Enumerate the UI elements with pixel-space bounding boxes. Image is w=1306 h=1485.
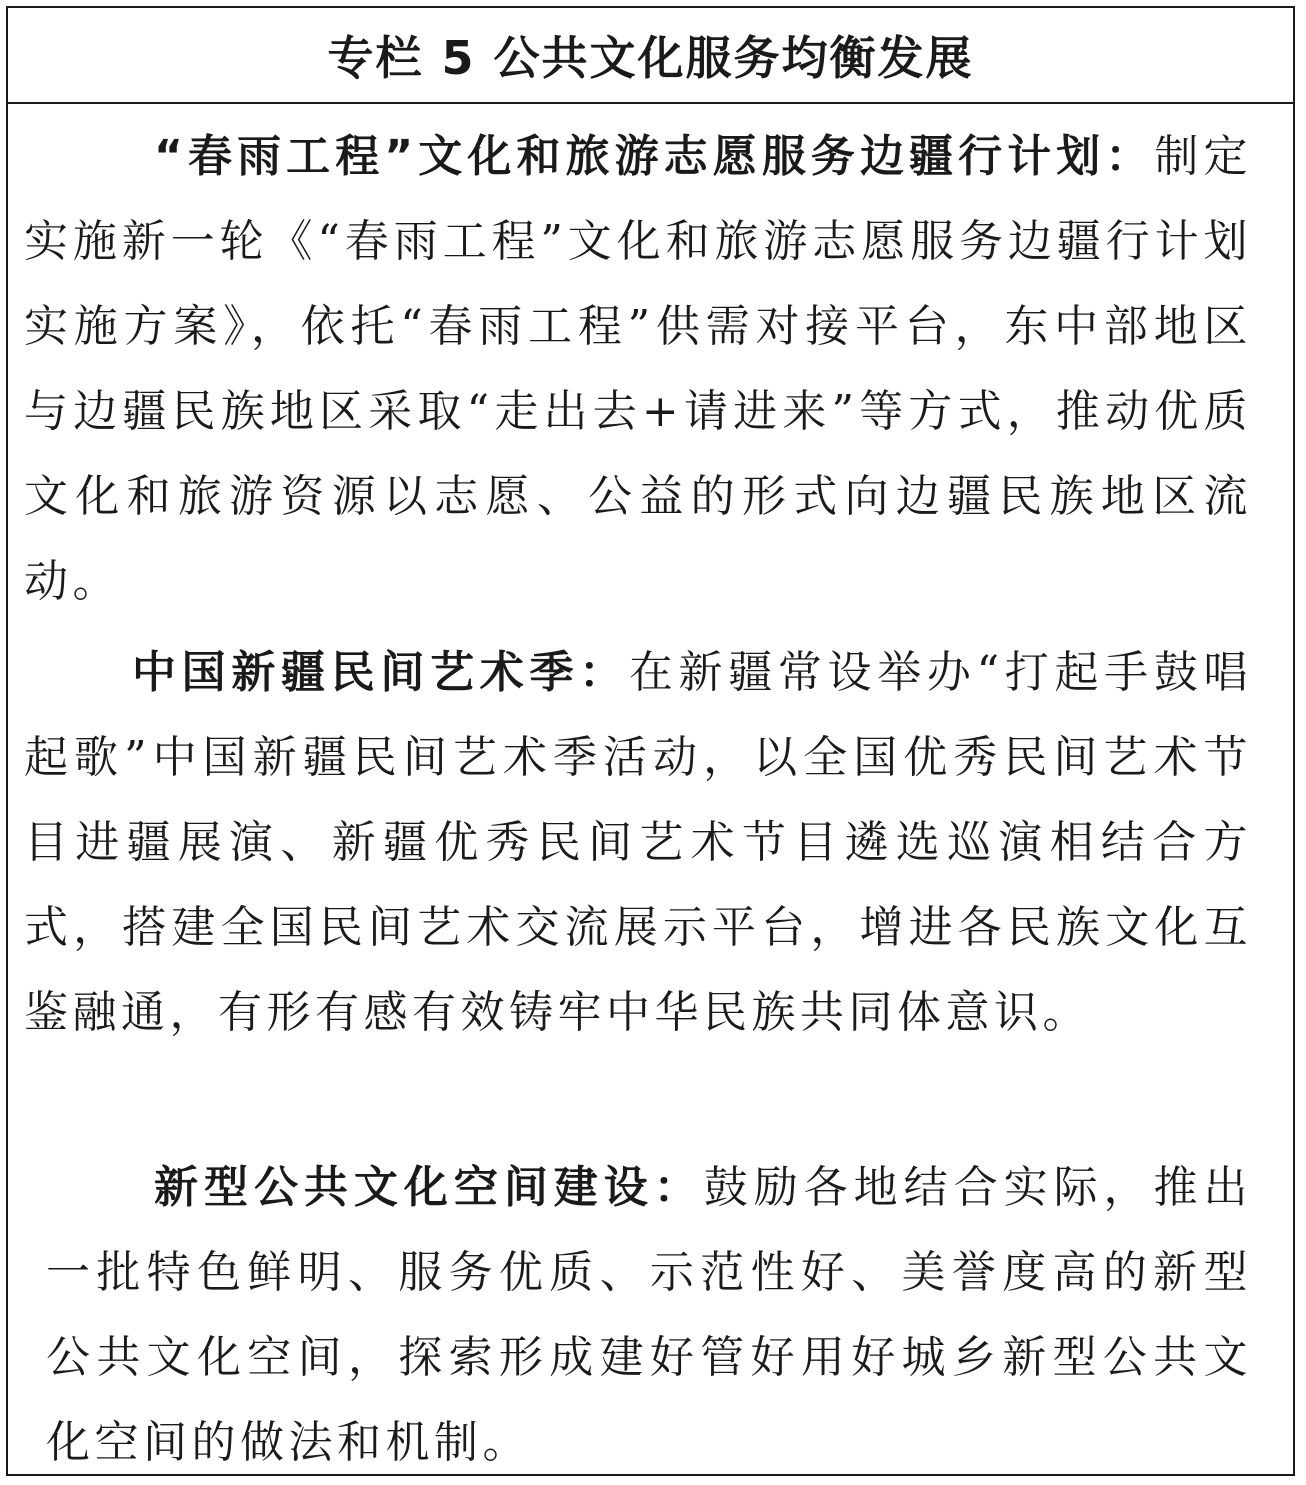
column-title: 专栏 5 公共文化服务均衡发展 [8,8,1293,104]
section-spring-rain [24,114,1252,624]
section-xinjiang-art-season [24,630,1252,1055]
section-body: 制定实施新一轮《“春雨工程”文化和旅游志愿服务边疆行计划实施方案》，依托“春雨工程”供需对接平台，东中部地区与边疆民族地区采取“走出去+请进来”等方式，推动优质文化和旅游资源以志愿、公益的形式向边疆民族地区流动。 [24,131,1252,607]
section-heading: 中国新疆民间艺术季： [132,647,629,698]
section-body: 在新疆常设举办“打起手鼓唱起歌”中国新疆民间艺术季活动，以全国优秀民间艺术节目进疆展演、新疆优秀民间艺术节目遴选巡演相结合方式，搭建全国民间艺术交流展示平台，增进各民族文化互鉴融通，有形有感有效铸牢中华民族共同体意识。 [24,647,1253,1038]
section-heading: “春雨工程”文化和旅游志愿服务边疆行计划： [154,131,1155,182]
section-heading: 新型公共文化空间建设： [154,1162,704,1213]
section-body: 鼓励各地结合实际，推出一批特色鲜明、服务优质、示范性好、美誉度高的新型公共文化空间，探索形成建好管好用好城乡新型公共文化空间的做法和机制。 [46,1162,1253,1468]
section-new-cultural-space [46,1145,1252,1485]
